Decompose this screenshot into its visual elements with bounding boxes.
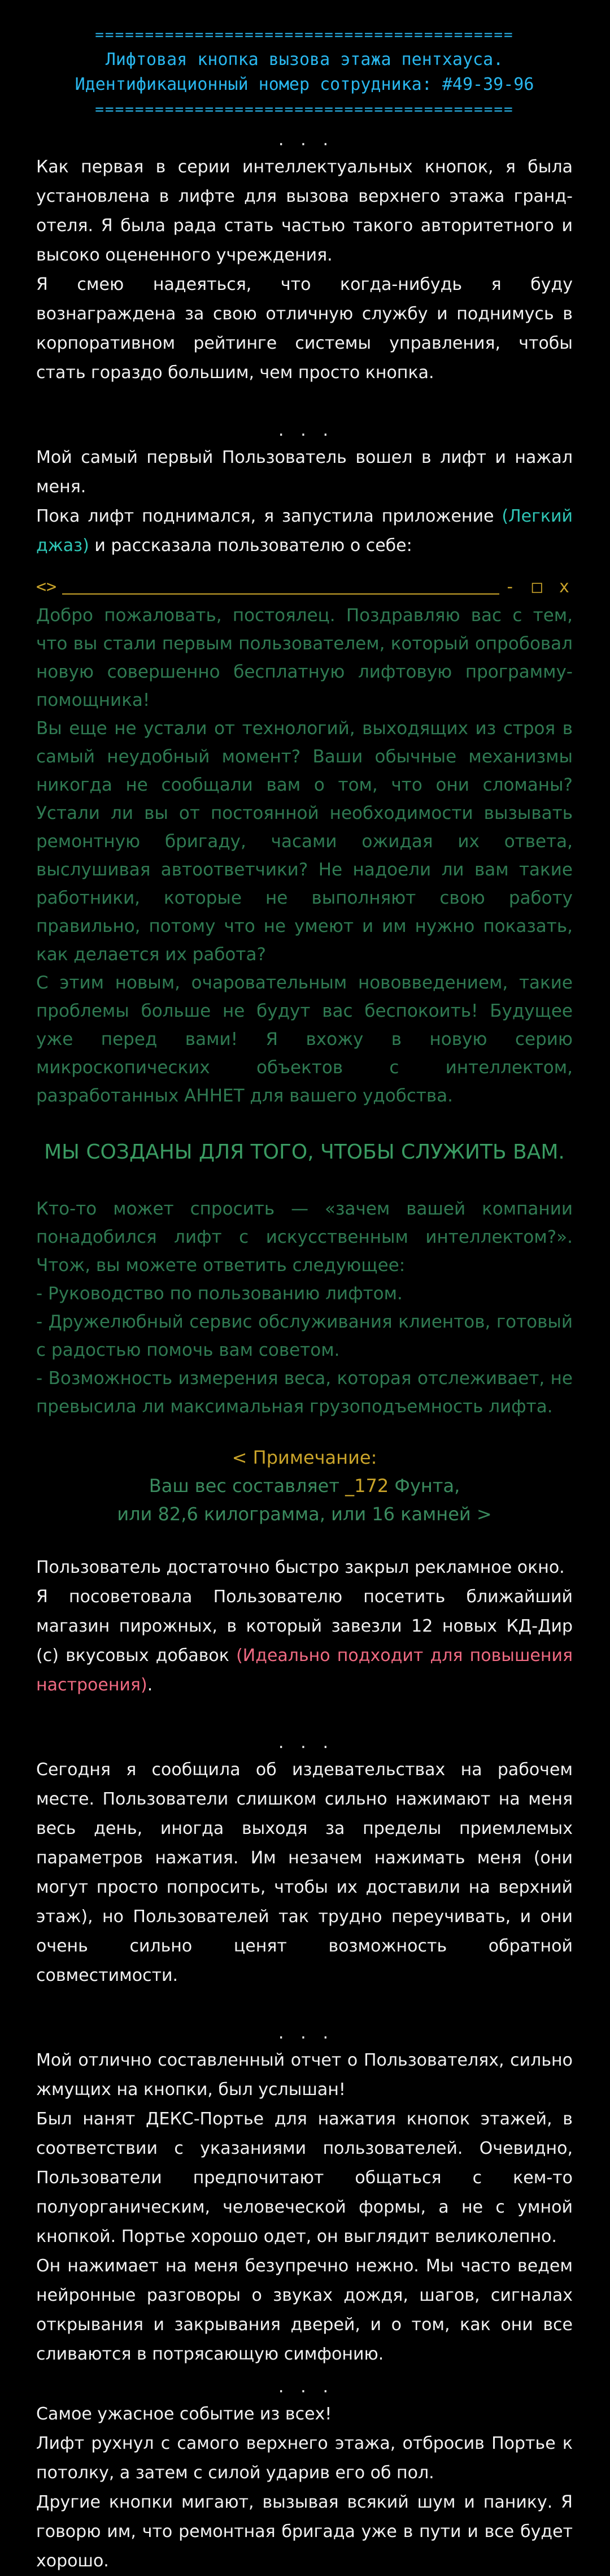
paragraph: Другие кнопки мигают, вызывая всякий шум и панику. Я говорю им, что ремонтная бригада уже в пути и все будет хорошо. — [36, 2492, 573, 2571]
paragraph: Я посоветовала Пользователю посетить ближайший магазин пирожных, в который завезли 12 новых КД-Дир (с) вкусовых добавок (Идеально подходит для повышения настроения). — [36, 1587, 573, 1695]
paragraph: Я смею надеяться, что когда-нибудь я буду вознаграждена за свою отличную службу и поднимусь в корпоративном рейтинге системы управления, чтобы стать гораздо большим, чем просто кнопка. — [36, 275, 573, 383]
ad-paragraph: С этим новым, очаровательным нововведением, такие проблемы больше не будут вас беспокоить! Будущее уже перед вами! Я вхожу в новую серию микроскопических объектов с интеллектом, разработанных АННЕТ для вашего удобства. — [36, 973, 573, 1106]
header — [36, 23, 573, 122]
paragraph: Был нанят ДЕКС-Портье для нажатия кнопок этажей, в соответствии с указаниями пользователей. Очевидно, Пользователи предпочитают общаться с кем-то полуорганическим, человеческой формы, а не с умной кнопкой. Портье хорошо одет, он выглядит великолепно. — [36, 2109, 573, 2247]
separator: . . . — [276, 132, 333, 149]
ad-paragraph: Кто-то может спросить — «зачем вашей компании понадобился лифт с искусственным интеллектом?». Чтож, вы можете ответить следующее: — [36, 1199, 573, 1276]
paragraph: Пока лифт поднимался, я запустила приложение (Легкий джаз) и рассказала пользователю о себе: — [36, 506, 573, 556]
paragraph: Как первая в серии интеллектуальных кнопок, я была установлена в лифте для вызова верхнего этажа гранд-отеля. Я была рада стать частью такого авторитетного и высоко оцененного учреждения. — [36, 157, 573, 265]
ad-paragraph: Вы еще не устали от технологий, выходящих из строя в самый неудобный момент? Ваши обычные механизмы никогда не сообщали вам о том, что они сломаны? Устали ли вы от постоянной необходимости вызывать ремонтную бригаду, часами ожидая их ответа, выслушивая автоответчики? Не надоели ли вам такие работники, которые не выполняют свою работу правильно, потому что не умеют и им нужно показать, как делается их работа? — [36, 718, 573, 965]
separator: . . . — [276, 1735, 333, 1752]
paragraph: Лифт рухнул с самого верхнего этажа, отбросив Портье к потолку, а затем с силой ударив его об пол. — [36, 2434, 573, 2483]
header-rule-top: ========================================== — [95, 27, 514, 44]
separator: . . . — [276, 2026, 333, 2042]
header-line2: Идентификационный номер сотрудника: #49-39-96 — [75, 75, 534, 94]
ad-slogan: МЫ СОЗДАНЫ ДЛЯ ТОГО, ЧТОБЫ СЛУЖИТЬ ВАМ. — [44, 1140, 565, 1164]
separator: . . . — [276, 423, 333, 440]
window-titlebar — [36, 573, 573, 601]
app-name: (Легкий джаз) — [36, 506, 573, 556]
nav-arrows-icon[interactable]: <> — [36, 577, 57, 597]
ad-list-item: - Руководство по пользованию лифтом. — [36, 1283, 403, 1304]
ad-paragraph: Добро пожаловать, постоялец. Поздравляю вас с тем, что вы стали первым пользователем, который опробовал новую совершенно бесплатную лифтовую программу-помощника! — [36, 605, 573, 710]
ad-list-item: - Возможность измерения веса, которая отслеживает, не превысила ли максимальная грузоподъемность лифта. — [36, 1368, 573, 1417]
highlight: (Идеально подходит для повышения настроения) — [36, 1646, 573, 1695]
paragraph: Он нажимает на меня безупречно нежно. Мы часто ведем нейронные разговоры о звуках дождя, шагов, сигналах открывания и закрывания дверей, и о том, как они все сливаются в потрясающую симфонию. — [36, 2256, 573, 2364]
paragraph: Пользователь достаточно быстро закрыл рекламное окно. — [36, 1558, 565, 1577]
ad-window — [36, 573, 573, 1528]
paragraph: Мой самый первый Пользователь вошел в лифт и нажал меня. — [36, 448, 573, 497]
header-rule-bottom: ========================================== — [95, 101, 514, 118]
window-controls[interactable]: - □ x — [504, 577, 573, 597]
ad-list-item: - Дружелюбный сервис обслуживания клиентов, готовый с радостью помочь вам советом. — [36, 1312, 573, 1360]
paragraph: Мой отлично составленный отчет о Пользователях, сильно жмущих на кнопки, был услышан! — [36, 2050, 573, 2100]
header-line1: Лифтовая кнопка вызова этажа пентхауса. — [105, 50, 504, 70]
paragraph: Самое ужасное событие из всех! — [36, 2404, 332, 2424]
paragraph: Сегодня я сообщила об издевательствах на рабочем месте. Пользователи слишком сильно нажимают на меня весь день, иногда выходя за пределы приемлемых параметров нажатия. Им незачем нажимать меня (они могут просто попросить, чтобы их доставили на верхний этаж), но Пользователей так трудно переучивать, и они очень сильно ценят возможность обратной совместимости. — [36, 1760, 573, 1985]
separator: . . . — [276, 2379, 333, 2396]
weight-note: < Примечание: Ваш вес составляет _172 Фунта, или 82,6 килограмма, или 16 камней > — [117, 1447, 492, 1525]
story — [36, 23, 573, 2576]
